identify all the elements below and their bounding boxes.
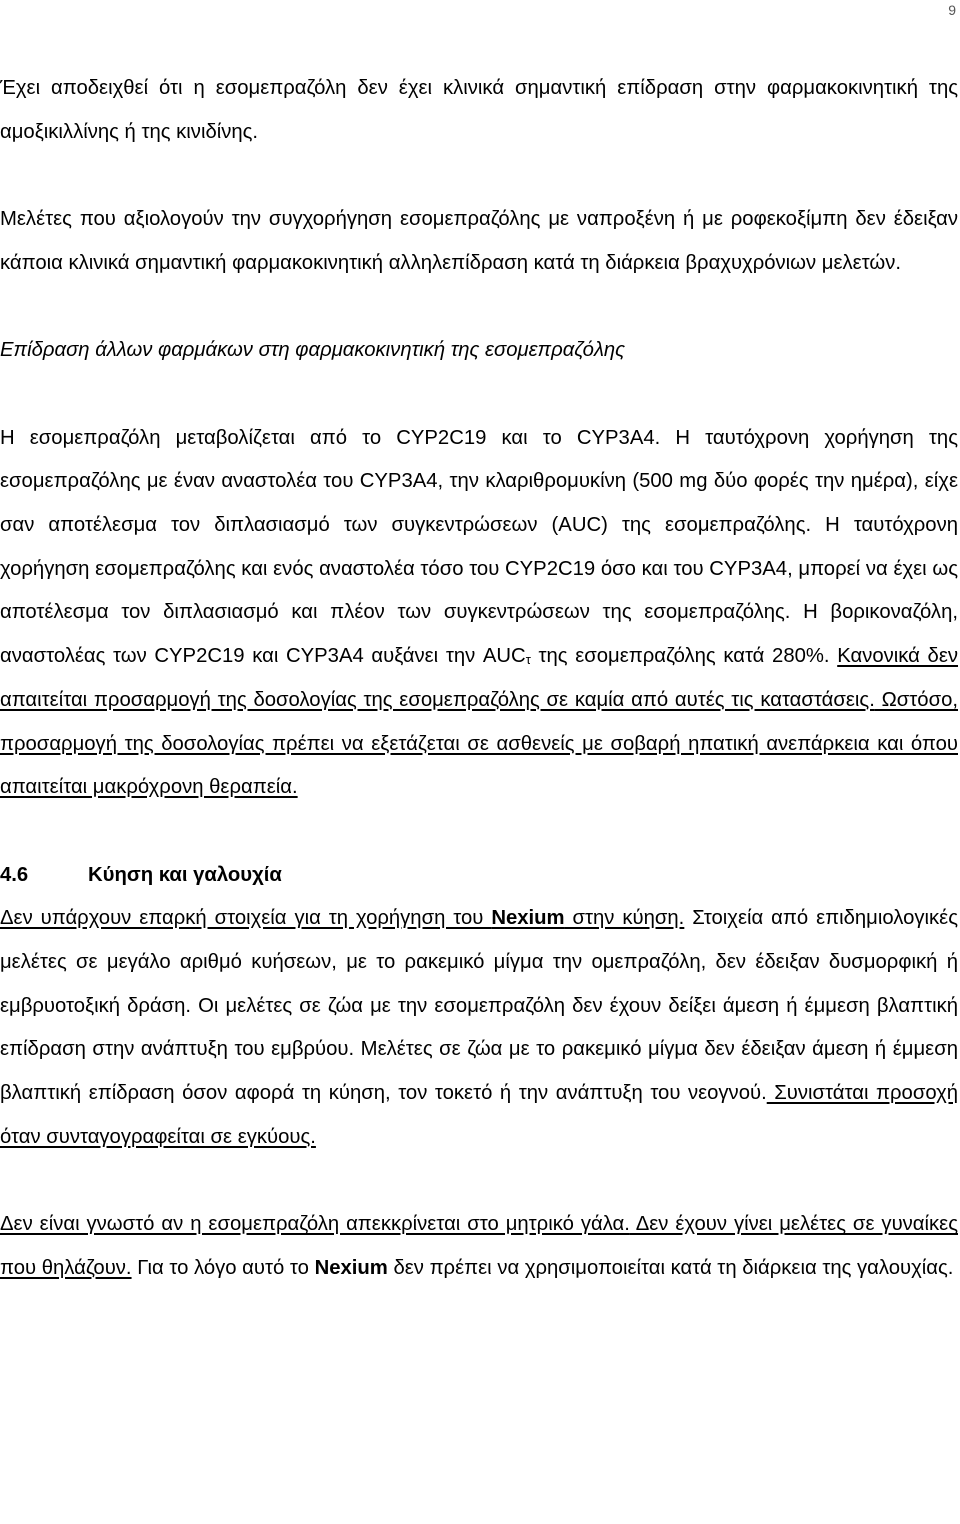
paragraph-naproxen: Μελέτες που αξιολογούν την συγχορήγηση εσομεπραζόλης με ναπροξένη ή με ροφεκοξίμπη δεν έδειξαν κάποια κλινικά σημαντική φαρμακοκινητική αλληλεπίδραση κατά τη διάρκεια βραχυχρόνιων μελετών. (0, 208, 958, 274)
product-name-2: Nexium (314, 1256, 388, 1279)
document-body (0, 67, 958, 1291)
paragraph-metabolism (0, 417, 958, 810)
auc-subscript: τ (525, 652, 531, 668)
underlined-dose-note: Κανονικά δεν απαιτείται προσαρμογή της δοσολογίας της εσομεπραζόλης σε καμία από αυτές τις καταστάσεις. (0, 645, 959, 711)
lactation-text-3: Για το λόγο αυτό το (131, 1256, 315, 1279)
pregnancy-text-5: Μελέτες σε ζώα με το ρακεμικό μίγμα δεν έδειξαν άμεση ή έμμεση βλαπτική επίδραση όσον αφορά τη κύηση, τον τοκετό ή την ανάπτυξη του νεογνού. (0, 1038, 958, 1105)
lactation-text-2: Δεν έχουν γίνει μελέτες σε γυναίκες που θηλάζουν. (0, 1213, 958, 1279)
section-title: Κύηση και γαλουχία (88, 863, 282, 886)
subheading-other-drugs-effect: Επίδραση άλλων φαρμάκων στη φαρμακοκινητική της εσομεπραζόλης (0, 339, 626, 362)
section-number: 4.6 (0, 863, 29, 886)
product-name: Nexium (491, 907, 565, 930)
lactation-text-4: δεν πρέπει να χρησιμοποιείται κατά τη διάρκεια της γαλουχίας. (387, 1256, 954, 1279)
page-number: 9 (948, 2, 956, 18)
paragraph-lactation (0, 1203, 958, 1290)
pregnancy-text-6: Συνιστάται προσοχή όταν συνταγογραφείται σε εγκύους. (0, 1082, 958, 1148)
section-heading (0, 854, 958, 898)
underlined-hepatic-note: Ωστόσο, προσαρμογή της δοσολογίας πρέπει να εξετάζεται σε ασθενείς με σοβαρή ηπατική ανεπάρκεια και όπου απαιτείται μακρόχρονη θεραπεία. (0, 688, 958, 799)
paragraph-pregnancy (0, 897, 958, 1159)
metabolism-text: Η εσομεπραζόλη μεταβολίζεται από το CYP2C19 και το CYP3A4. Η ταυτόχρονη χορήγηση της εσομεπραζόλης με έναν αναστολέα του CYP3A4, την κλαριθρομυκίνη (500 mg δύο φορές την ημέρα), είχε σαν αποτέλεσμα τον διπλασιασμό των συγκεντρώσεων (AUC) της εσομεπραζόλης. Η ταυτόχρονη χορήγηση εσομεπραζόλης και ενός αναστολέα τόσο του CYP2C19 όσο και του CYP3A4, μπορεί να έχει ως αποτέλεσμα τον διπλασιασμό και πλέον των συγκεντρώσεων της εσομεπραζόλης. Η βορικοναζόλη, αναστολέας των CYP2C19 και CYP3A4 αυξάνει την AUC (0, 426, 958, 668)
paragraph-amoxicillin: Έχει αποδειχθεί ότι η εσομεπραζόλη δεν έχει κλινικά σημαντική επίδραση στην φαρμακοκινητική της αμοξικιλλίνης ή της κινιδίνης. (0, 77, 958, 143)
pregnancy-text-3: Στοιχεία από επιδημιολογικές μελέτες σε μεγάλο αριθμό κυήσεων, με το ρακεμικό μίγμα την ομεπραζόλη, δεν έδειξαν δυσμορφική ή εμβρυοτοξική δράση. (0, 907, 958, 1017)
pregnancy-text-1: Δεν υπάρχουν επαρκή στοιχεία για τη χορήγηση του (0, 907, 492, 930)
metabolism-text-2: της εσομεπραζόλης κατά 280%. (530, 645, 838, 668)
lactation-text-1: Δεν είναι γνωστό αν η εσομεπραζόλη απεκκρίνεται στο μητρικό γάλα. (0, 1213, 630, 1236)
pregnancy-text-2: στην κύηση. (564, 907, 685, 930)
pregnancy-text-4: Οι μελέτες σε ζώα με την εσομεπραζόλη δεν έχουν δείξει άμεση ή έμμεση βλαπτική επίδραση στην ανάπτυξη του εμβρύου. (0, 994, 958, 1061)
